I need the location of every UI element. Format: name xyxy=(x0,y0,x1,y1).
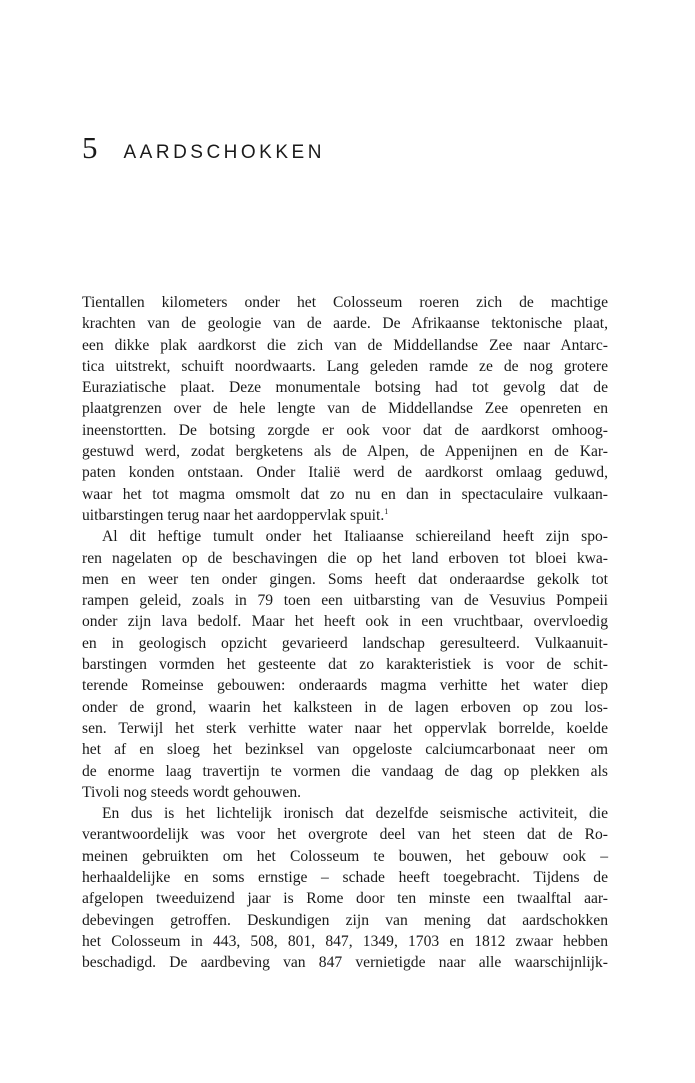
text-line: onder de grond, waarin het kalksteen in de lagen erboven op zou los- xyxy=(82,698,608,716)
text-line: het af en sloeg het bezinksel van opgeloste calciumcarbonaat neer om xyxy=(82,741,608,759)
text-line: krachten van de geologie van de aarde. De Afrikaanse tektonische plaat, xyxy=(82,315,608,333)
text-line: Tientallen kilometers onder het Colosseum roeren zich de machtige xyxy=(82,294,608,311)
paragraph xyxy=(82,803,608,973)
text-line: En dus is het lichtelijk ironisch dat dezelfde seismische activiteit, die xyxy=(102,805,608,823)
text-line: rampen geleid, zoals in 79 toen een uitbarsting van de Vesuvius Pompeii xyxy=(82,592,608,610)
text-line: meinen gebruikten om het Colosseum te bouwen, het gebouw ook – xyxy=(82,847,608,865)
text-line: Tivoli nog steeds wordt gehouwen. xyxy=(82,783,302,801)
text-line: barstingen vormden het gesteente dat zo karakteristiek is voor de schit- xyxy=(82,656,608,674)
text-line: herhaaldelijke en soms ernstige – schade heeft toegebracht. Tijdens de xyxy=(82,869,608,887)
chapter-title: AARDSCHOKKEN xyxy=(123,142,325,163)
text-line: de enorme laag travertijn te vormen die vandaag de dag op plekken als xyxy=(82,762,608,780)
text-line: Euraziatische plaat. Deze monumentale botsing had tot gevolg dat de xyxy=(82,379,608,397)
text-line: sen. Terwijl het sterk verhitte water naar het oppervlak borrelde, koelde xyxy=(82,719,608,737)
chapter-number: 5 xyxy=(82,130,98,165)
paragraph xyxy=(82,526,608,803)
text-line: men en weer ten onder gingen. Soms heeft dat onderaardse gekolk tot xyxy=(82,570,608,588)
text-line: waar het tot magma omsmolt dat zo nu en dan in spectaculaire vulkaan- xyxy=(82,485,608,503)
paragraph xyxy=(82,292,608,526)
text-line: afgelopen tweeduizend jaar is Rome door ten minste een twaalftal aar- xyxy=(82,890,608,908)
text-line: plaatgrenzen over de hele lengte van de Middellandse Zee openreten en xyxy=(82,400,608,418)
text-line: het Colosseum in 443, 508, 801, 847, 1349, 1703 en 1812 zwaar hebben xyxy=(82,932,608,950)
text-line: Al dit heftige tumult onder het Italiaanse schiereiland heeft zijn spo- xyxy=(102,528,608,546)
text-line: verantwoordelijk was voor het overgrote deel van het steen dat de Ro- xyxy=(82,826,608,844)
footnote-marker[interactable]: 1 xyxy=(384,506,389,516)
text-line: debevingen getroffen. Deskundigen zijn van mening dat aardschokken xyxy=(82,911,608,929)
text-line-with-footnote xyxy=(82,505,608,526)
text-line: tica uitstrekt, schuift noordwaarts. Lang geleden ramde ze de nog grotere xyxy=(82,357,608,375)
text-line: ineenstortten. De botsing zorgde er ook voor dat de aardkorst omhoog- xyxy=(82,421,608,439)
body-text xyxy=(82,292,608,974)
chapter-heading xyxy=(82,130,325,166)
text-line: gestuwd werd, zodat bergketens als de Alpen, de Appenijnen en de Kar- xyxy=(82,443,608,461)
text-line: en in geologisch opzicht gevarieerd landschap geresulteerd. Vulkaanuit- xyxy=(82,634,608,652)
text-line: beschadigd. De aardbeving van 847 vernietigde naar alle waarschijnlijk- xyxy=(82,954,608,972)
text-line: onder zijn lava bedolf. Maar het heeft ook in een vruchtbaar, overvloedig xyxy=(82,613,608,631)
text-line: een dikke plak aardkorst die zich van de Middellandse Zee naar Antarc- xyxy=(82,336,608,354)
text-line: paten konden ontstaan. Onder Italië werd de aardkorst omlaag geduwd, xyxy=(82,464,608,482)
text-line: terende Romeinse gebouwen: onderaards magma verhitte het water diep xyxy=(82,677,608,695)
text-line: ren nagelaten op de beschavingen die op het land erboven tot bloei kwa- xyxy=(82,549,608,567)
text-line-text: uitbarstingen terug naar het aardoppervlak spuit. xyxy=(82,506,385,524)
